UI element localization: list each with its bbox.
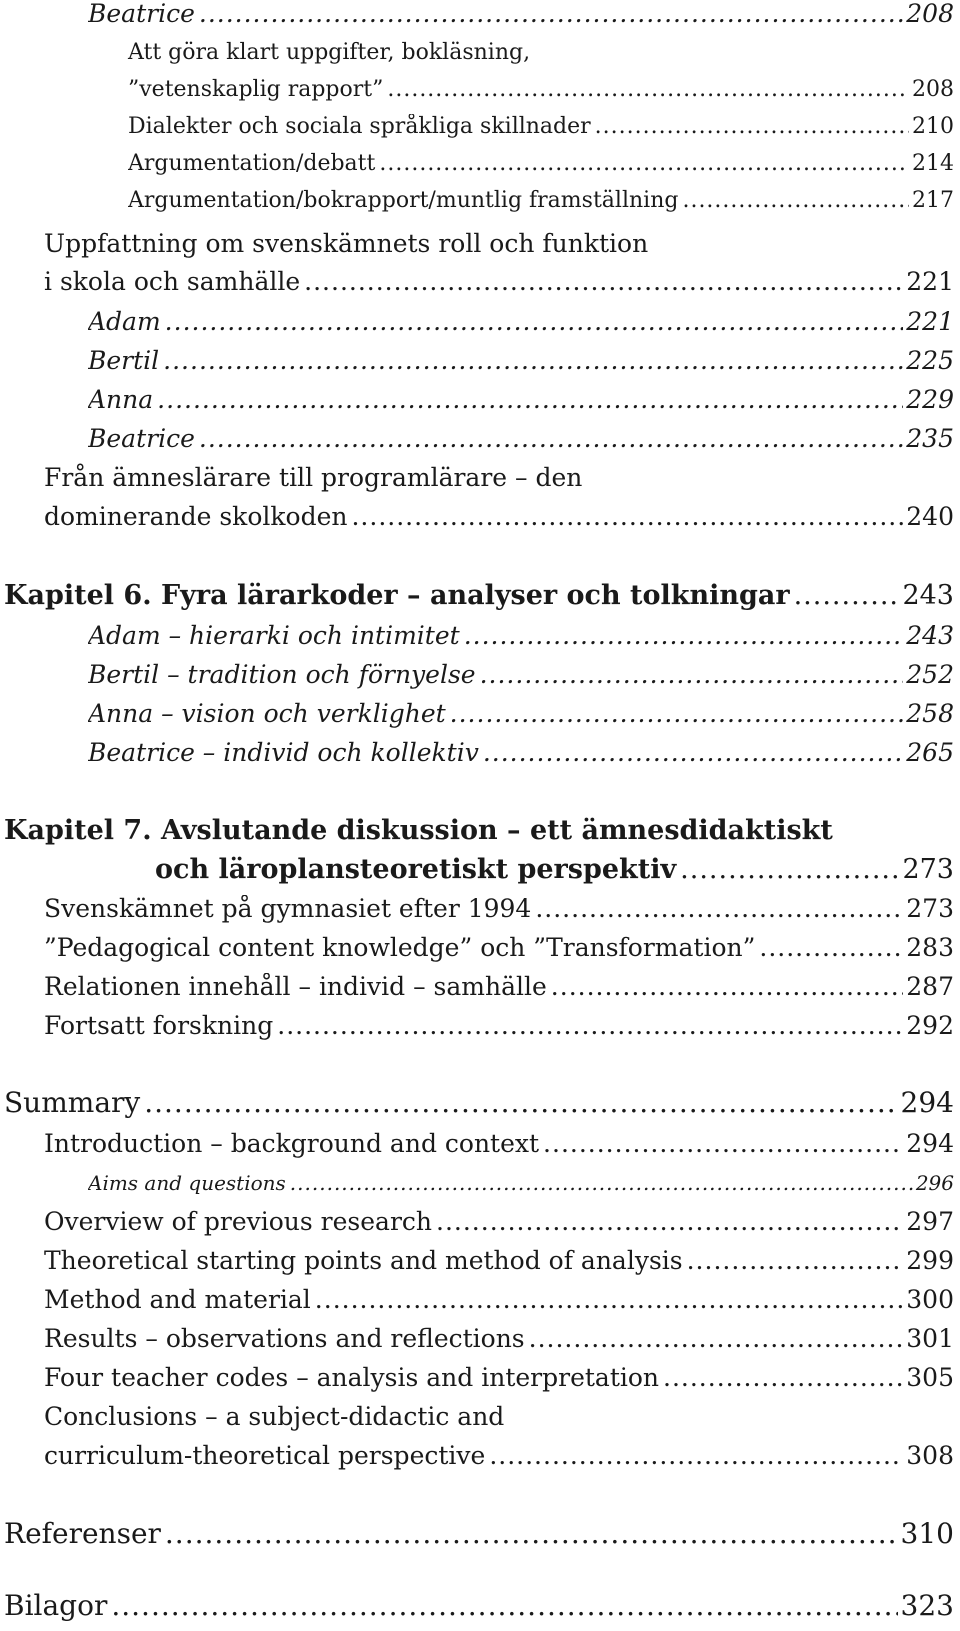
toc-entry-title: Beatrice — [88, 425, 195, 453]
toc-entry-page: 210 — [912, 114, 954, 139]
dot-leader — [111, 1590, 897, 1622]
toc-entry-title: Referenser — [4, 1518, 161, 1550]
toc-entry-title: Method and material — [44, 1286, 311, 1314]
toc-entry-title: Four teacher codes – analysis and interpretation — [44, 1364, 660, 1392]
toc-entry-page: 240 — [906, 503, 954, 531]
toc-entry-page: 300 — [906, 1286, 954, 1314]
dot-leader — [387, 77, 909, 102]
toc-entry-title: dominerande skolkoden — [44, 503, 348, 531]
toc-section-entry — [4, 1518, 954, 1550]
toc-entry — [128, 77, 954, 102]
toc-entry-page: 308 — [906, 1442, 954, 1470]
dot-leader — [199, 425, 903, 454]
toc-section-entry — [4, 1087, 954, 1119]
toc-entry-page: 310 — [900, 1518, 954, 1550]
toc-entry-title: i skola och samhälle — [44, 268, 301, 296]
toc-entry-page: 214 — [912, 151, 954, 176]
toc-entry-title: Beatrice – individ och kollektiv — [88, 739, 479, 767]
toc-entry — [44, 1208, 954, 1237]
toc-entry-page: 229 — [906, 386, 954, 414]
dot-leader — [489, 1442, 903, 1471]
dot-leader — [163, 347, 903, 376]
toc-entry-page: 294 — [906, 1130, 954, 1158]
toc-entry-page: 243 — [906, 622, 954, 650]
toc-entry-title: Adam — [88, 308, 161, 336]
dot-leader — [483, 739, 903, 768]
dot-leader — [529, 1325, 904, 1354]
toc-entry-page: 258 — [906, 700, 954, 728]
dot-leader — [351, 503, 903, 532]
toc-entry — [44, 503, 954, 532]
toc-entry — [44, 934, 954, 963]
toc-entry-title: Bertil – tradition och förnyelse — [88, 661, 476, 689]
toc-entry-title: Svenskämnet på gymnasiet efter 1994 — [44, 895, 532, 923]
toc-entry-page: 323 — [900, 1590, 954, 1622]
toc-entry-page: 273 — [902, 854, 954, 885]
toc-entry — [88, 1172, 954, 1195]
toc-entry-title: Fortsatt forskning — [44, 1012, 274, 1040]
dot-leader — [680, 854, 899, 885]
toc-entry — [44, 1286, 954, 1315]
toc-chapter-entry — [155, 854, 954, 885]
toc-entry-title: ”Pedagogical content knowledge” och ”Transformation” — [44, 934, 756, 962]
toc-entry-page: 273 — [906, 895, 954, 923]
toc-entry-title: Beatrice — [88, 0, 195, 28]
dot-leader — [379, 151, 909, 176]
toc-entry-page: 297 — [906, 1208, 954, 1236]
toc-entry — [44, 1325, 954, 1354]
toc-entry-page: 265 — [906, 739, 954, 767]
dot-leader — [595, 114, 909, 139]
toc-entry — [44, 1012, 954, 1041]
dot-leader — [535, 895, 903, 924]
dot-leader — [450, 700, 904, 729]
toc-entry-page: 283 — [906, 934, 954, 962]
toc-entry-title: Theoretical starting points and method of analysis — [44, 1247, 683, 1275]
toc-entry — [44, 1442, 954, 1471]
toc-entry — [88, 425, 954, 454]
toc-entry-title: curriculum-theoretical perspective — [44, 1442, 486, 1470]
toc-entry-page: 305 — [906, 1364, 954, 1392]
toc-entry-title: Overview of previous research — [44, 1208, 433, 1236]
toc-chapter-entry — [4, 580, 954, 611]
toc-entry-title: Adam – hierarki och intimitet — [88, 622, 460, 650]
dot-leader — [480, 661, 904, 690]
toc-entry — [88, 739, 954, 768]
dot-leader — [277, 1012, 903, 1041]
toc-entry-page: 294 — [900, 1087, 954, 1119]
toc-entry-page: 296 — [915, 1172, 954, 1195]
toc-entry-page: 301 — [906, 1325, 954, 1353]
toc-entry-page: 221 — [906, 268, 954, 296]
toc-entry-page: 208 — [906, 0, 954, 28]
toc-entry-title: Summary — [4, 1087, 141, 1119]
toc-entry-title: ”vetenskaplig rapport” — [128, 77, 384, 102]
dot-leader — [144, 1087, 897, 1119]
toc-entry — [88, 700, 954, 729]
toc-section-entry — [4, 1590, 954, 1622]
toc-entry — [44, 973, 954, 1002]
toc-entry-page: 208 — [912, 77, 954, 102]
dot-leader — [687, 1247, 904, 1276]
toc-entry — [44, 268, 954, 297]
dot-leader — [759, 934, 903, 963]
toc-entry-page: 292 — [906, 1012, 954, 1040]
toc-entry-continued: Att göra klart uppgifter, bokläsning, — [128, 40, 531, 65]
dot-leader — [551, 973, 903, 1002]
dot-leader — [315, 1286, 903, 1315]
toc-chapter-title: Kapitel 7. Avslutande diskussion – ett ämnesdidaktiskt — [4, 815, 833, 846]
toc-entry — [44, 1130, 954, 1159]
toc-entry-page: 252 — [906, 661, 954, 689]
dot-leader — [199, 0, 903, 29]
toc-entry — [88, 386, 954, 415]
dot-leader — [663, 1364, 903, 1393]
toc-entry-title: Bertil — [88, 347, 160, 375]
toc-entry-continued: Från ämneslärare till programlärare – den — [44, 463, 583, 492]
dot-leader — [165, 308, 904, 337]
dot-leader — [682, 188, 909, 213]
dot-leader — [436, 1208, 903, 1237]
toc-entry — [44, 1364, 954, 1393]
toc-entry — [44, 895, 954, 924]
toc-entry-page: 221 — [906, 308, 954, 336]
toc-entry-page: 299 — [906, 1247, 954, 1275]
dot-leader — [165, 1518, 898, 1550]
toc-entry-title: Anna – vision och verklighet — [88, 700, 446, 728]
toc-entry-title: Kapitel 6. Fyra lärarkoder – analyser och tolkningar — [4, 580, 790, 611]
toc-entry — [88, 661, 954, 690]
toc-entry — [128, 188, 954, 213]
toc-entry-title: Relationen innehåll – individ – samhälle — [44, 973, 547, 1001]
toc-entry-title: och läroplansteoretiskt perspektiv — [155, 854, 677, 885]
dot-leader — [543, 1130, 903, 1159]
dot-leader — [157, 386, 903, 415]
toc-entry — [88, 347, 954, 376]
dot-leader — [464, 622, 904, 651]
toc-entry-title: Argumentation/debatt — [128, 151, 376, 176]
toc-entry-title: Aims and questions — [88, 1172, 286, 1195]
toc-entry-page: 287 — [906, 973, 954, 1001]
toc-entry-continued: Uppfattning om svenskämnets roll och funktion — [44, 229, 649, 258]
dot-leader — [290, 1172, 913, 1195]
toc-entry-continued: Conclusions – a subject-didactic and — [44, 1402, 505, 1431]
toc-entry-page: 225 — [906, 347, 954, 375]
toc-entry-title: Dialekter och sociala språkliga skillnader — [128, 114, 591, 139]
toc-entry — [88, 0, 954, 29]
toc-entry-title: Anna — [88, 386, 154, 414]
dot-leader — [304, 268, 903, 297]
toc-entry — [88, 308, 954, 337]
toc-entry-page: 235 — [906, 425, 954, 453]
toc-entry-page: 217 — [912, 188, 954, 213]
toc-entry-title: Introduction – background and context — [44, 1130, 540, 1158]
toc-entry-title: Bilagor — [4, 1590, 108, 1622]
toc-entry — [44, 1247, 954, 1276]
toc-entry — [128, 114, 954, 139]
toc-entry — [128, 151, 954, 176]
toc-entry-page: 243 — [902, 580, 954, 611]
dot-leader — [794, 580, 900, 611]
toc-entry — [88, 622, 954, 651]
toc-entry-title: Results – observations and reflections — [44, 1325, 525, 1353]
toc-entry-title: Argumentation/bokrapport/muntlig framställning — [128, 188, 679, 213]
